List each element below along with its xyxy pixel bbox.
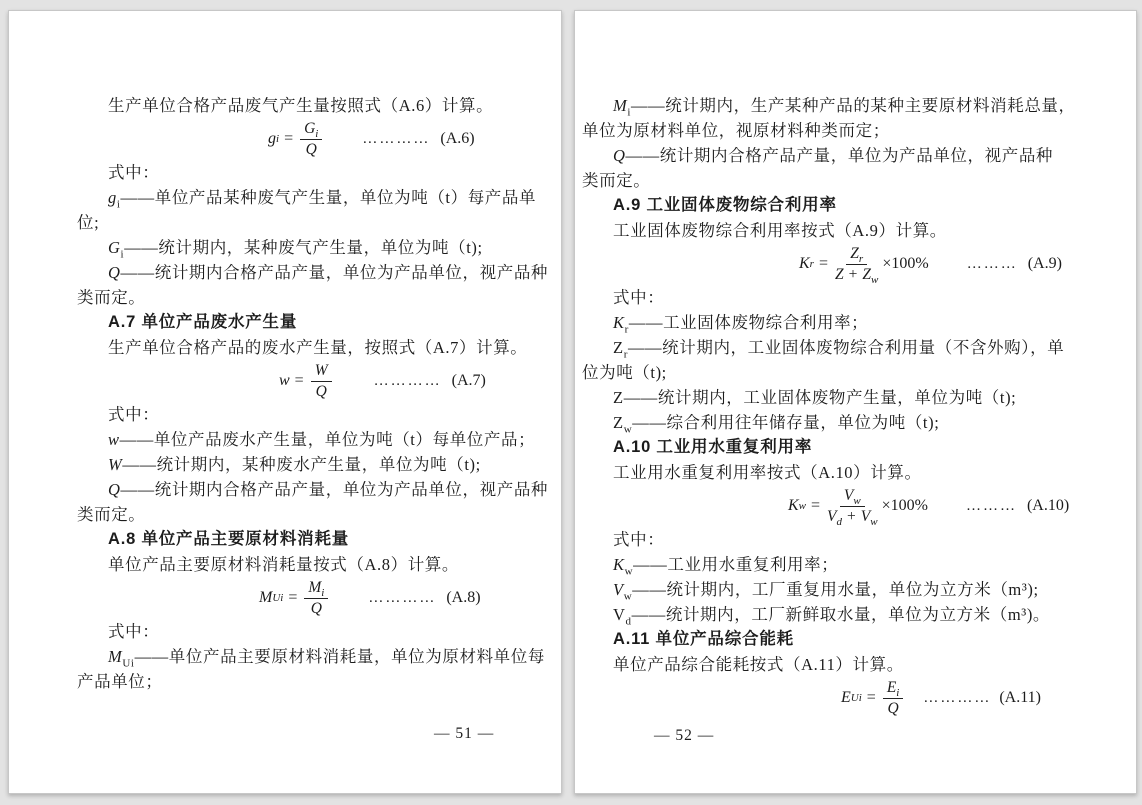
continuation-line: 类而定。	[77, 505, 146, 524]
formula-a7	[77, 360, 517, 402]
continuation-line: 位;	[77, 213, 100, 232]
formula-a9	[582, 243, 1062, 286]
equation-lhs: M	[259, 589, 273, 606]
definition-line	[77, 644, 545, 670]
paragraph-line: 生产单位合格产品的废水产生量，按照式（A.7）计算。	[108, 338, 528, 357]
document-page-52	[574, 10, 1137, 794]
definition-text: 统计期内，某种废水产生量，单位为吨（t);	[156, 455, 481, 474]
equals-sign: =	[284, 130, 294, 147]
formula-label: (A.7)	[451, 372, 486, 389]
continuation-line: 类而定。	[582, 171, 651, 190]
section-heading-a9: A.9 工业固体废物综合利用率	[613, 196, 837, 214]
definition-symbol: M	[108, 647, 123, 666]
formula-dots: ………	[966, 255, 1018, 272]
equation-lhs: g	[268, 130, 276, 147]
formula-a10	[582, 485, 1070, 528]
fraction-denominator: Q	[887, 699, 899, 717]
definition-text: 综合利用往年储存量，单位为吨（t);	[666, 413, 940, 432]
formula-a6	[77, 118, 517, 160]
symbol-subscript: Ui	[122, 657, 135, 670]
formula-math: K r = $\frac{Z_r}{Z + Z_w}$ ×100%	[799, 244, 929, 286]
equation-lhs: K	[788, 497, 799, 514]
definition-symbol: K	[613, 313, 625, 332]
paragraph-line: 单位产品主要原材料消耗量按式（A.8）计算。	[108, 555, 459, 574]
definition-dash: ——	[631, 96, 666, 115]
definition-dash: ——	[632, 580, 667, 599]
definition-symbol: Q	[613, 146, 626, 165]
equals-sign: =	[288, 589, 298, 606]
definition-line	[582, 385, 1058, 410]
fraction-numerator: $M_i$	[304, 579, 328, 599]
definition-symbol: Q	[108, 480, 121, 499]
fraction-denominator: Q	[310, 599, 322, 617]
symbol-subscript: w	[624, 565, 634, 578]
formula-fraction	[300, 120, 322, 159]
formula-a11	[582, 677, 1058, 719]
definition-dash: ——	[633, 555, 668, 574]
definition-symbol: Z	[613, 388, 624, 407]
formula-label: (A.6)	[440, 130, 475, 147]
continuation-line: 单位为原材料单位，视原材料种类而定；	[582, 121, 890, 140]
fraction-denominator: Q	[315, 382, 327, 400]
definition-line	[582, 335, 1065, 361]
definition-text: 统计期内，工业固体废物产生量，单位为吨（t);	[657, 388, 1017, 407]
definition-dash: ——	[631, 605, 666, 624]
where-label: 式中：	[613, 288, 665, 307]
fraction-numerator: $Z_r$	[846, 245, 867, 265]
definition-line	[77, 185, 537, 211]
symbol-subscript: r	[624, 323, 629, 336]
formula-dots: ………	[965, 497, 1017, 514]
equation-lhs: E	[841, 689, 851, 706]
definition-symbol: Z	[613, 338, 624, 357]
definition-dash: ——	[627, 338, 663, 357]
continuation-line: 类而定。	[77, 288, 146, 307]
definition-symbol: K	[613, 555, 625, 574]
multiplier: ×100%	[882, 255, 929, 272]
definition-line	[582, 410, 1058, 435]
paragraph-line: 生产单位合格产品废气产生量按照式（A.6）计算。	[108, 96, 494, 115]
equation-lhs: K	[799, 255, 810, 272]
fraction-numerator: $E_i$	[883, 679, 904, 699]
equation-lhs: w	[279, 372, 290, 389]
paragraph-line: 工业用水重复利用率按式（A.10）计算。	[613, 463, 922, 482]
equals-sign: =	[866, 689, 876, 706]
symbol-subscript: w	[623, 590, 633, 603]
formula-fraction	[827, 487, 878, 526]
definition-symbol: M	[613, 96, 628, 115]
definition-dash: ——	[625, 146, 660, 165]
symbol-subscript: d	[625, 615, 632, 628]
formula-fraction	[304, 579, 328, 618]
fraction-numerator: $V_w$	[840, 487, 865, 507]
definition-line	[77, 235, 517, 260]
definition-line	[582, 602, 1058, 627]
page-number: — 52 —	[654, 727, 715, 744]
formula-label: (A.10)	[1026, 497, 1070, 514]
fraction-numerator: W	[311, 362, 332, 382]
fraction-denominator: $Z + Z_w$	[834, 265, 879, 286]
formula-math: K w = $\frac{V_w}{V_d + V_w}$ ×100%	[788, 486, 928, 528]
formula-math: E Ui = $\frac{E_i}{Q}$	[841, 679, 905, 718]
definition-dash: ——	[119, 430, 154, 449]
definition-symbol: g	[108, 188, 117, 207]
definition-text: 统计期内合格产品产量，单位为产品单位，视产品种	[154, 480, 549, 499]
definition-dash: ——	[120, 188, 155, 207]
fraction-denominator: $V_d + V_w$	[827, 507, 878, 528]
continuation-line: 位为吨（t);	[582, 363, 667, 382]
definition-text: 统计期内合格产品产量，单位为产品单位，视产品种	[154, 263, 549, 282]
continuation-line: 产品单位；	[77, 672, 163, 691]
where-label: 式中：	[108, 405, 160, 424]
definition-text: 统计期内，工厂重复用水量，单位为立方米（m³);	[666, 580, 1039, 599]
symbol-subscript: i	[120, 248, 125, 261]
document-page-51	[8, 10, 562, 794]
formula-math: M Ui = $\frac{M_i}{Q}$	[259, 579, 330, 618]
fraction-numerator: $G_i$	[300, 120, 322, 140]
symbol-subscript: i	[627, 106, 632, 119]
formula-math: g i = $\frac{G_i}{Q}$	[268, 120, 324, 159]
page-number: — 51 —	[434, 725, 495, 742]
section-heading-a7: A.7 单位产品废水产生量	[108, 313, 298, 331]
definition-line	[582, 577, 1058, 602]
section-heading-a8: A.8 单位产品主要原材料消耗量	[108, 530, 350, 548]
formula-label: (A.8)	[446, 589, 481, 606]
definition-text: 统计期内，工业固体废物综合利用量（不含外购），单	[662, 338, 1065, 357]
definition-text: 单位产品某种废气产生量，单位为吨（t）每产品单	[154, 188, 537, 207]
definition-text: 统计期内，某种废气产生量，单位为吨（t);	[158, 238, 483, 257]
definition-dash: ——	[134, 647, 169, 666]
formula-dots: …………	[368, 589, 437, 606]
definition-text: 工业固体废物综合利用率；	[663, 313, 869, 332]
multiplier: ×100%	[881, 497, 928, 514]
definition-symbol: Q	[108, 263, 121, 282]
formula-fraction	[311, 362, 332, 401]
definition-line	[582, 552, 1058, 577]
formula-fraction	[883, 679, 904, 718]
definition-line	[77, 477, 549, 502]
definition-symbol: V	[613, 605, 626, 624]
where-label: 式中：	[108, 163, 160, 182]
definition-dash: ——	[120, 263, 155, 282]
definition-line	[582, 310, 1058, 335]
formula-dots: …………	[923, 689, 992, 706]
formula-label: (A.11)	[999, 689, 1041, 706]
definition-text: 单位产品废水产生量，单位为吨（t）每单位产品；	[153, 430, 536, 449]
definition-text: 工业用水重复利用率；	[667, 555, 839, 574]
equals-sign: =	[818, 255, 828, 272]
definition-symbol: Z	[613, 413, 624, 432]
where-label: 式中：	[613, 530, 665, 549]
formula-label: (A.9)	[1027, 255, 1062, 272]
definition-dash: ——	[122, 455, 157, 474]
definition-text: 单位产品主要原材料消耗量，单位为原材料单位每	[168, 647, 545, 666]
where-label: 式中：	[108, 622, 160, 641]
paragraph-line: 单位产品综合能耗按式（A.11）计算。	[613, 655, 904, 674]
definition-symbol: w	[108, 430, 120, 449]
formula-a8	[77, 577, 517, 619]
definition-text: 统计期内合格产品产量，单位为产品单位，视产品种	[659, 146, 1054, 165]
definition-text: 统计期内，生产某种产品的某种主要原材料消耗总量，	[665, 96, 1076, 115]
formula-math	[279, 362, 334, 401]
definition-line	[77, 260, 549, 285]
definition-line	[77, 452, 517, 477]
paragraph-line: 工业固体废物综合利用率按式（A.9）计算。	[613, 221, 947, 240]
equals-sign: =	[294, 372, 304, 389]
definition-dash: ——	[120, 480, 155, 499]
definition-text: 统计期内，工厂新鲜取水量，单位为立方米（m³)。	[665, 605, 1051, 624]
definition-symbol: V	[613, 580, 624, 599]
formula-fraction	[835, 245, 878, 284]
definition-symbol: G	[108, 238, 121, 257]
definition-line	[582, 143, 1058, 168]
fraction-denominator: Q	[305, 140, 317, 158]
equals-sign: =	[811, 497, 821, 514]
definition-dash: ——	[632, 413, 667, 432]
definition-dash: ——	[628, 313, 664, 332]
section-heading-a10: A.10 工业用水重复利用率	[613, 438, 813, 456]
section-heading-a11: A.11 单位产品综合能耗	[613, 630, 794, 648]
formula-dots: …………	[373, 372, 442, 389]
symbol-subscript: i	[116, 198, 121, 211]
formula-dots: …………	[362, 130, 431, 147]
definition-dash: ——	[124, 238, 159, 257]
definition-line	[77, 427, 536, 452]
symbol-subscript: r	[623, 348, 628, 361]
symbol-subscript: w	[623, 423, 633, 436]
definition-line	[582, 93, 1076, 119]
definition-symbol: W	[108, 455, 123, 474]
definition-dash: ——	[623, 388, 658, 407]
